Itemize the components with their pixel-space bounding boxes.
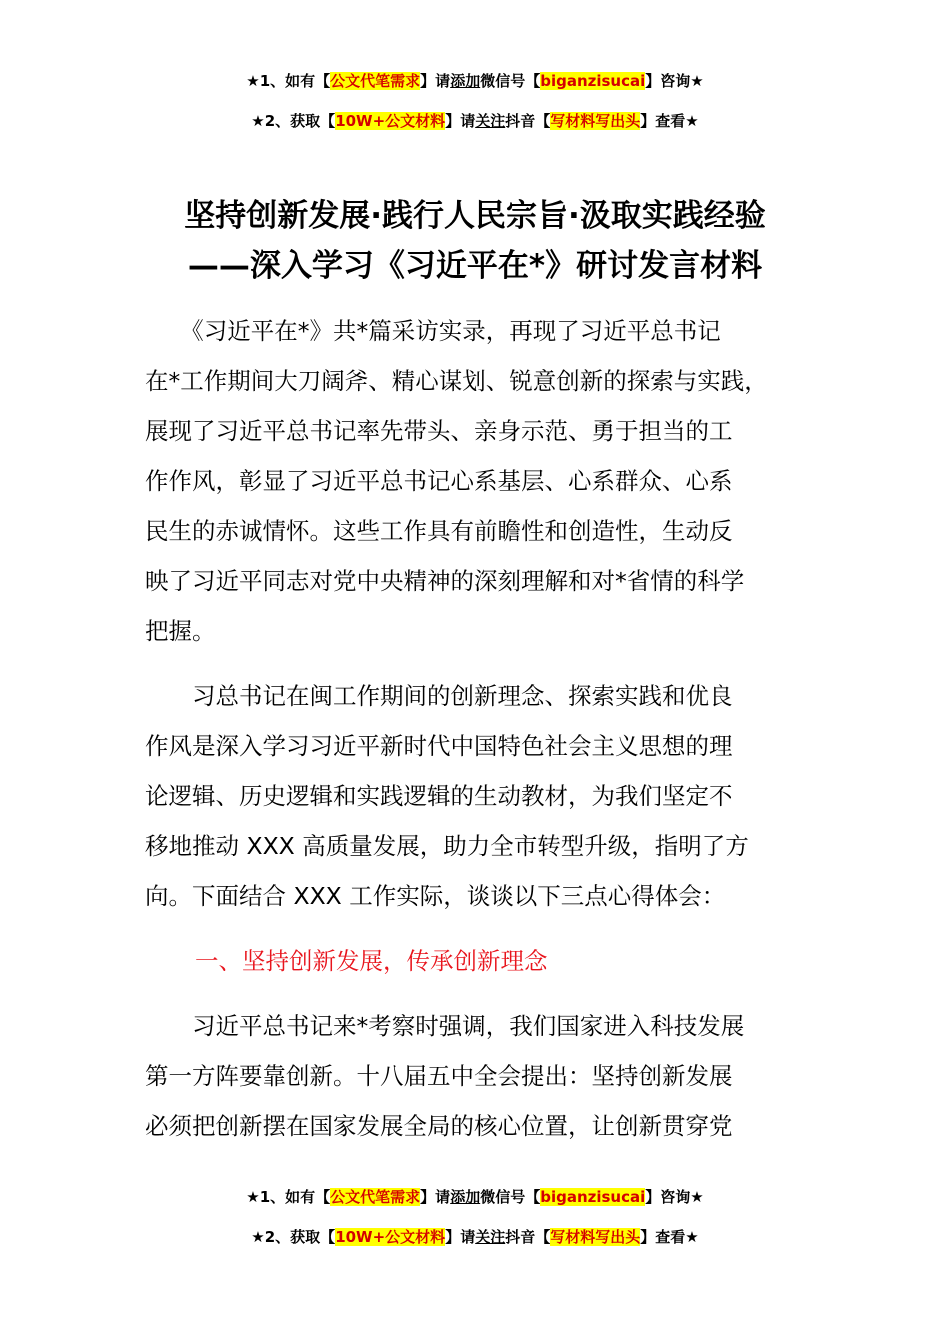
text-line: 习近平总书记来*考察时强调，我们国家进入科技发展 [145,1012,745,1040]
banner-text: 抖音【 [505,1228,551,1246]
banner-text: 微信号【 [480,72,541,90]
banner-text: 】查看★ [640,112,699,130]
text-line: 移地推动 XXX 高质量发展，助力全市转型升级，指明了方 [145,832,749,860]
banner-underline: 添加 [450,1188,481,1206]
banner-underline: 关注 [475,112,506,130]
banner-line-1 [0,68,950,94]
banner-text: 】请 [445,1228,476,1246]
banner-highlight: 10W+公文材料 [335,112,446,130]
banner-text: 】咨询★ [645,72,704,90]
text-line: 习总书记在闽工作期间的创新理念、探索实践和优良 [145,682,733,710]
text-line: 《习近平在*》共*篇采访实录，再现了习近平总书记 [145,317,721,345]
banner-underline: 关注 [475,1228,506,1246]
banner-text: 抖音【 [505,112,551,130]
text-line: 第一方阵要靠创新。十八届五中全会提出：坚持创新发展 [145,1062,733,1090]
banner-text: 】请 [445,112,476,130]
banner-text: ★2、获取【 [251,1228,336,1246]
text-line: 作作风，彰显了习近平总书记心系基层、心系群众、心系 [145,467,733,495]
banner-text: 】查看★ [640,1228,699,1246]
section-heading-1: 一、坚持创新发展，传承创新理念 [195,947,548,975]
paragraph-intro [145,306,807,656]
banner-text: 】咨询★ [645,1188,704,1206]
document-title: 坚持创新发展·践行人民宗旨·汲取实践经验 [184,198,766,234]
header-banner [0,68,950,134]
text-line: 在*工作期间大刀阔斧、精心谋划、锐意创新的探索与实践， [145,367,768,395]
banner-highlight: 10W+公文材料 [335,1228,446,1246]
text-line: 作风是深入学习习近平新时代中国特色社会主义思想的理 [145,732,733,760]
text-line: 展现了习近平总书记率先带头、亲身示范、勇于担当的工 [145,417,733,445]
document-subtitle: ——深入学习《习近平在*》研讨发言材料 [187,248,763,284]
text-line: 民生的赤诚情怀。这些工作具有前瞻性和创造性，生动反 [145,517,733,545]
banner-line-2 [0,1224,950,1250]
banner-highlight: biganzisucai [540,72,646,90]
banner-highlight: 公文代笔需求 [330,1188,421,1206]
text-line: 把握。 [145,617,216,645]
paragraph-third [145,1001,807,1151]
banner-text: ★1、如有【 [246,72,331,90]
banner-text: ★2、获取【 [251,112,336,130]
banner-line-2 [0,108,950,134]
text-line: 映了习近平同志对党中央精神的深刻理解和对*省情的科学 [145,567,745,595]
banner-highlight: biganzisucai [540,1188,646,1206]
footer-banner [0,1184,950,1250]
banner-text: ★1、如有【 [246,1188,331,1206]
banner-text: 微信号【 [480,1188,541,1206]
text-line: 必须把创新摆在国家发展全局的核心位置，让创新贯穿党 [145,1112,733,1140]
text-line: 向。下面结合 XXX 工作实际，谈谈以下三点心得体会： [145,882,726,910]
banner-line-1 [0,1184,950,1210]
banner-underline: 添加 [450,72,481,90]
banner-text: 】请 [420,72,451,90]
text-line: 论逻辑、历史逻辑和实践逻辑的生动教材，为我们坚定不 [145,782,733,810]
banner-highlight: 写材料写出头 [550,112,641,130]
banner-highlight: 写材料写出头 [550,1228,641,1246]
banner-highlight: 公文代笔需求 [330,72,421,90]
banner-text: 】请 [420,1188,451,1206]
paragraph-second [145,671,807,921]
